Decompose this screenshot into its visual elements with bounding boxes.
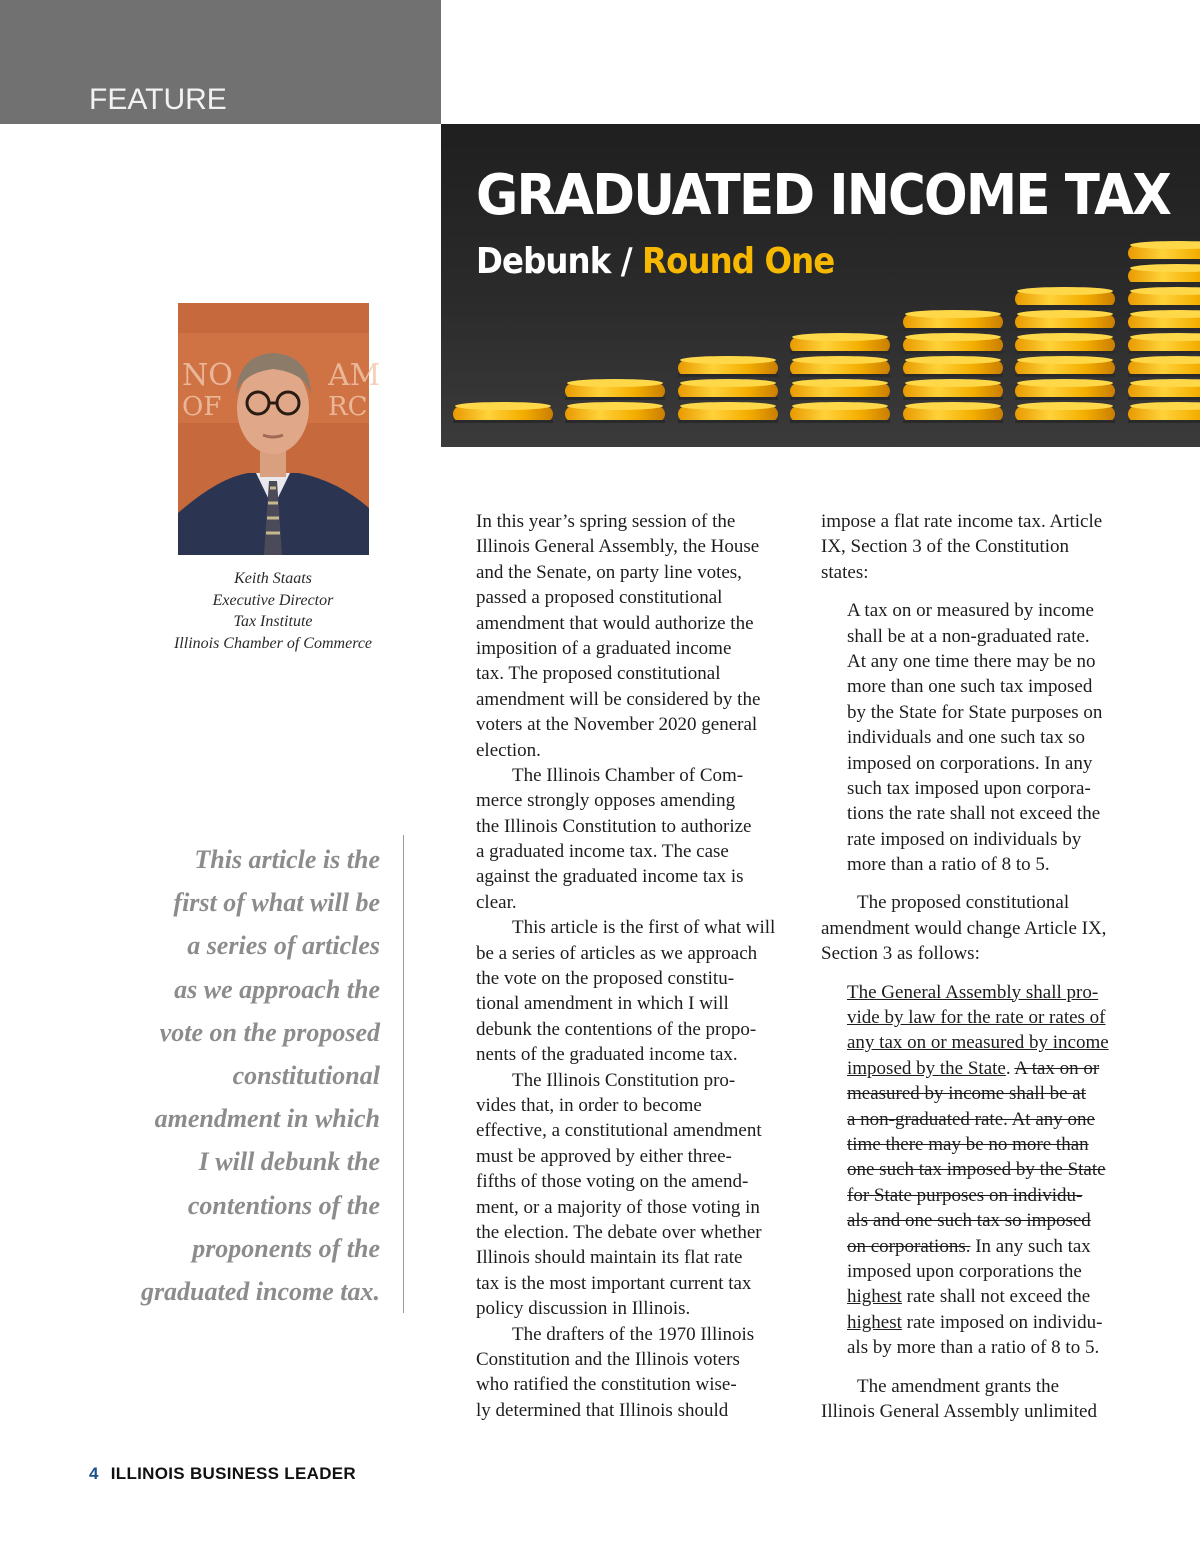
article-line: the election. The debate over whether — [476, 1221, 762, 1243]
article-line: The Illinois Chamber of Com- — [512, 764, 744, 786]
article-column-1 — [476, 509, 788, 1423]
article-line: tax is the most important current tax — [476, 1272, 752, 1294]
added-text: imposed by the State — [847, 1057, 1006, 1079]
author-org: Illinois Chamber of Commerce — [173, 634, 373, 652]
pull-quote-line: as we approach the — [174, 974, 380, 1004]
deleted-text: measured by income shall be at — [847, 1083, 1087, 1105]
coin-gap — [1128, 374, 1200, 377]
coin-top — [1017, 310, 1113, 318]
quote-line: imposed on corporations. In any — [847, 752, 1093, 774]
pull-quote-rule — [403, 835, 404, 1313]
article-line: ment, or a majority of those voting in — [476, 1196, 760, 1218]
coin-top — [792, 379, 888, 387]
pull-quote-line: vote on the proposed — [159, 1017, 380, 1047]
coin-gap — [903, 351, 1003, 354]
article-line: policy discussion in Illinois. — [476, 1298, 691, 1320]
article-line: The Illinois Constitution pro- — [512, 1069, 736, 1091]
deleted-text: on corporations. — [847, 1235, 971, 1257]
article-line: The proposed constitutional — [857, 892, 1070, 914]
coin-top — [1017, 402, 1113, 410]
deleted-text: for State purposes on individu- — [847, 1184, 1083, 1206]
article-line: nents of the graduated income tax. — [476, 1044, 738, 1066]
deleted-text: one such tax imposed by the State — [847, 1159, 1106, 1181]
svg-text:AM: AM — [328, 358, 381, 393]
coin-top — [1017, 379, 1113, 387]
article-line: Constitution and the Illinois voters — [476, 1348, 740, 1370]
quote-line: At any one time there may be no — [847, 650, 1096, 672]
author-photo — [178, 303, 381, 555]
coin-gap — [678, 397, 778, 400]
constitution-quote — [847, 598, 1133, 877]
pull-quote-line: proponents of the — [192, 1233, 380, 1263]
publication-name: ILLINOIS BUSINESS LEADER — [110, 1464, 356, 1483]
added-text: The General Assembly shall pro- — [847, 981, 1099, 1003]
article-line: merce strongly opposes amending — [476, 790, 736, 812]
article-line: This article is the first of what will — [512, 917, 776, 939]
coin-gap — [1128, 420, 1200, 423]
coin-gap — [1015, 397, 1115, 400]
article-line: amendment will be considered by the — [476, 688, 761, 710]
article-column-2 — [821, 509, 1133, 1424]
coin-top — [1017, 287, 1113, 295]
article-line: IX, Section 3 of the Constitution — [821, 536, 1070, 558]
coin-top — [905, 356, 1001, 364]
article-line: Illinois General Assembly unlimited — [821, 1400, 1097, 1422]
coin-top — [680, 356, 776, 364]
coin-gap — [903, 420, 1003, 423]
article-line: the Illinois Constitution to authorize — [476, 815, 752, 837]
article-line: Section 3 as follows: — [821, 943, 980, 965]
pull-quote-line: amendment in which — [154, 1104, 380, 1134]
coin-top — [792, 356, 888, 364]
coin-top — [905, 333, 1001, 341]
quote-line: A tax on or measured by income — [847, 600, 1094, 622]
coin-gap — [1015, 328, 1115, 331]
coin-top — [567, 379, 663, 387]
page-number: 4 — [89, 1464, 99, 1483]
pull-quote-line: contentions of the — [187, 1190, 380, 1220]
coin-gap — [790, 351, 890, 354]
coin-gap — [1015, 305, 1115, 308]
page-footer — [89, 1464, 356, 1484]
coin-gap — [903, 374, 1003, 377]
coin-top — [455, 402, 551, 410]
coin-gap — [1128, 305, 1200, 308]
section-label: FEATURE — [89, 83, 227, 116]
quote-line: individuals and one such tax so — [847, 727, 1085, 749]
coin-gap — [790, 374, 890, 377]
author-caption — [140, 568, 406, 654]
article-line: and the Senate, on party line votes, — [476, 561, 742, 583]
article-line: be a series of articles as we approach — [476, 942, 758, 964]
text: In any such tax — [970, 1235, 1091, 1257]
pull-quote-line: This article is the — [194, 845, 380, 874]
article-line: who ratified the constitution wise- — [476, 1374, 737, 1396]
coin-top — [567, 402, 663, 410]
article-line: impose a flat rate income tax. Article — [821, 511, 1103, 532]
pull-quote — [100, 838, 380, 1313]
text: rate shall not exceed the — [901, 1286, 1091, 1308]
coin-gap — [1128, 397, 1200, 400]
pull-quote-line: I will debunk the — [198, 1147, 380, 1177]
coin-top — [680, 379, 776, 387]
article-line: debunk the contentions of the propo- — [476, 1018, 757, 1040]
quote-line: more than a ratio of 8 to 5. — [847, 854, 1050, 876]
author-role: Executive Director — [212, 591, 334, 609]
article-line: amendment that would authorize the — [476, 612, 754, 634]
quote-line: such tax imposed upon corpora- — [847, 777, 1091, 799]
pull-quote-line: first of what will be — [173, 888, 380, 918]
article-line: Illinois should maintain its flat rate — [476, 1247, 743, 1269]
coin-gap — [1015, 374, 1115, 377]
coin-top — [905, 402, 1001, 410]
article-line: effective, a constitutional amendment — [476, 1120, 762, 1142]
deleted-text: als and one such tax so imposed — [847, 1210, 1091, 1232]
article-line: a graduated income tax. The case — [476, 841, 729, 863]
coin-top — [1017, 333, 1113, 341]
article-line: election. — [476, 739, 541, 761]
article-line: must be approved by either three- — [476, 1145, 732, 1167]
added-text: highest — [847, 1311, 902, 1333]
quote-line: shall be at a non-graduated rate. — [847, 625, 1090, 647]
coin-gap — [790, 397, 890, 400]
article-line: tax. The proposed constitutional — [476, 663, 721, 685]
added-text: any tax on or measured by income — [847, 1032, 1109, 1054]
deleted-text: time there may be no more than — [847, 1133, 1089, 1155]
deleted-text: a non-graduated rate. At any one — [847, 1108, 1095, 1130]
headline: GRADUATED INCOME TAX — [476, 163, 1170, 228]
svg-text:NO: NO — [182, 358, 233, 393]
pull-quote-line: constitutional — [232, 1061, 380, 1091]
coin-gap — [453, 420, 553, 423]
pull-quote-line: a series of articles — [187, 931, 380, 961]
coin-gap — [1128, 282, 1200, 285]
author-unit: Tax Institute — [233, 613, 313, 630]
article-line: The amendment grants the — [857, 1375, 1060, 1397]
coin-gap — [1128, 328, 1200, 331]
coin-gap — [565, 420, 665, 423]
coin-gap — [1128, 259, 1200, 262]
coin-top — [905, 379, 1001, 387]
subheadline — [476, 241, 834, 282]
article-line: ly determined that Illinois should — [476, 1399, 729, 1421]
text: als by more than a ratio of 8 to 5. — [847, 1337, 1100, 1359]
coin-gap — [678, 374, 778, 377]
coin-gap — [565, 397, 665, 400]
coin-gap — [903, 328, 1003, 331]
coin-gap — [678, 420, 778, 423]
coin-top — [905, 310, 1001, 318]
quote-line: rate imposed on individuals by — [847, 828, 1082, 850]
text: imposed upon corporations the — [847, 1260, 1082, 1282]
text: rate imposed on individu- — [901, 1311, 1103, 1333]
added-text: highest — [847, 1286, 902, 1308]
quote-line: more than one such tax imposed — [847, 676, 1093, 698]
article-line: In this year’s spring session of the — [476, 511, 736, 532]
coin-gap — [903, 397, 1003, 400]
subhead-accent: Round One — [642, 241, 835, 282]
article-line: amendment would change Article IX, — [821, 917, 1107, 939]
coin-top — [792, 333, 888, 341]
coin-gap — [1015, 420, 1115, 423]
added-text: vide by law for the rate or rates of — [847, 1007, 1106, 1029]
quote-line: by the State for State purposes on — [847, 701, 1103, 723]
article-line: fifths of those voting on the amend- — [476, 1171, 749, 1193]
article-line: clear. — [476, 891, 517, 913]
quote-line: tions the rate shall not exceed the — [847, 803, 1101, 825]
article-line: tional amendment in which I will — [476, 993, 729, 1015]
subhead-prefix: Debunk / — [476, 241, 632, 282]
pull-quote-line: graduated income tax. — [140, 1277, 380, 1307]
coin-top — [680, 402, 776, 410]
article-line: vides that, in order to become — [476, 1094, 702, 1116]
article-line: the vote on the proposed constitu- — [476, 968, 735, 990]
article-line: against the graduated income tax is — [476, 866, 744, 888]
coin-gap — [790, 420, 890, 423]
article-line: voters at the November 2020 general — [476, 714, 758, 736]
coin-gap — [1015, 351, 1115, 354]
svg-text:OF: OF — [182, 392, 222, 422]
article-line: The drafters of the 1970 Illinois — [512, 1323, 755, 1345]
coin-top — [792, 402, 888, 410]
svg-text:RC: RC — [328, 392, 368, 422]
article-line: passed a proposed constitutional — [476, 587, 723, 609]
deleted-text: A tax on or — [1014, 1057, 1100, 1079]
coin-top — [1017, 356, 1113, 364]
coin-gap — [1128, 351, 1200, 354]
author-name: Keith Staats — [234, 570, 312, 587]
text: . — [1005, 1057, 1015, 1079]
amendment-quote — [847, 980, 1133, 1361]
article-line: imposition of a graduated income — [476, 637, 732, 659]
article-line: states: — [821, 561, 869, 583]
article-line: Illinois General Assembly, the House — [476, 536, 760, 558]
